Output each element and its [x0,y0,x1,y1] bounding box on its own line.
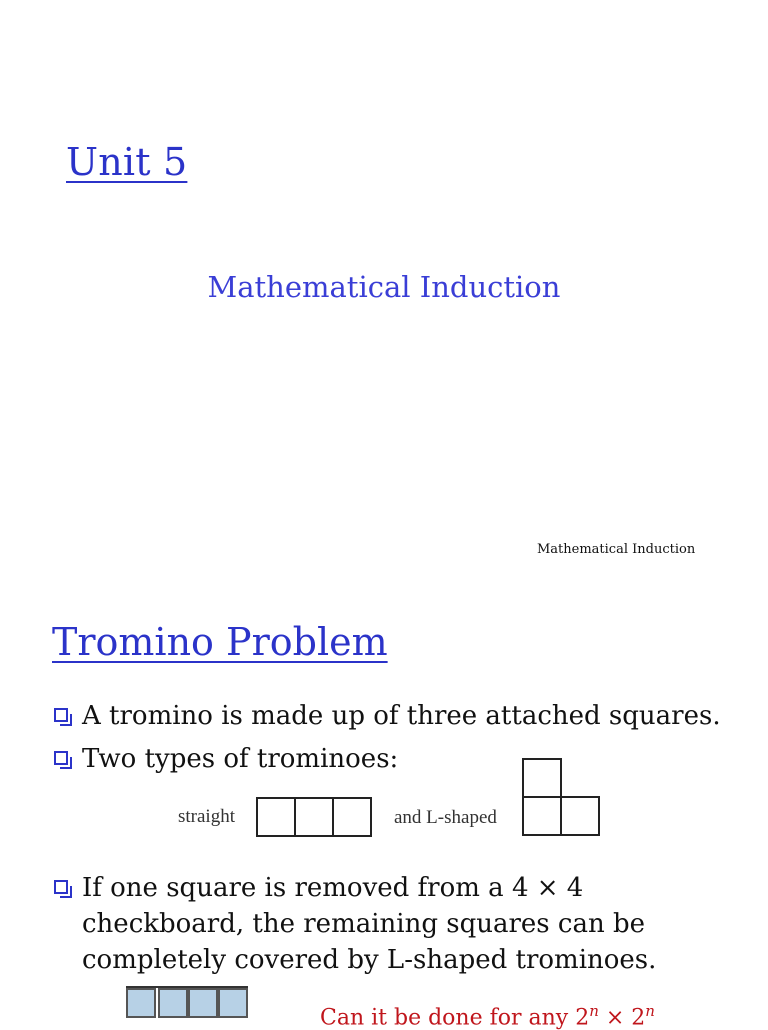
slide-footer: Mathematical Induction [537,542,696,557]
tromino-cell [332,797,372,837]
bullet-item [54,741,744,777]
checkbox-bullet-icon [54,751,68,765]
straight-label: straight [178,806,235,827]
tromino-cell [522,796,562,836]
bullet-text: If one square is removed from a 4 × 4 checkboard, the remaining squares can be completely covered by L-shaped trominoes. [82,873,657,975]
bullet-item [54,870,744,978]
tromino-cell [560,796,600,836]
tromino-cell [522,758,562,798]
question-text: Can it be done for any $2^n \times 2^n$ [320,1002,655,1030]
unit-title: Unit 5 [66,140,188,184]
unit-subtitle: Mathematical Induction [207,270,561,304]
board-cell [126,988,156,1018]
bullet-text: A tromino is made up of three attached squares. [82,701,721,731]
bullet-text: Two types of trominoes: [82,744,399,774]
checkbox-bullet-icon [54,880,68,894]
lshaped-label: and L-shaped [394,807,497,828]
checkbox-bullet-icon [54,708,68,722]
board-cell [188,988,218,1018]
bullet-item [54,698,744,734]
board-cell [158,988,188,1018]
checkboard-figure [126,986,250,1026]
tromino-slide [0,570,768,1030]
tromino-cell [294,797,334,837]
board-cell [218,988,248,1018]
tromino-cell [256,797,296,837]
slide-title: Tromino Problem [52,620,388,664]
